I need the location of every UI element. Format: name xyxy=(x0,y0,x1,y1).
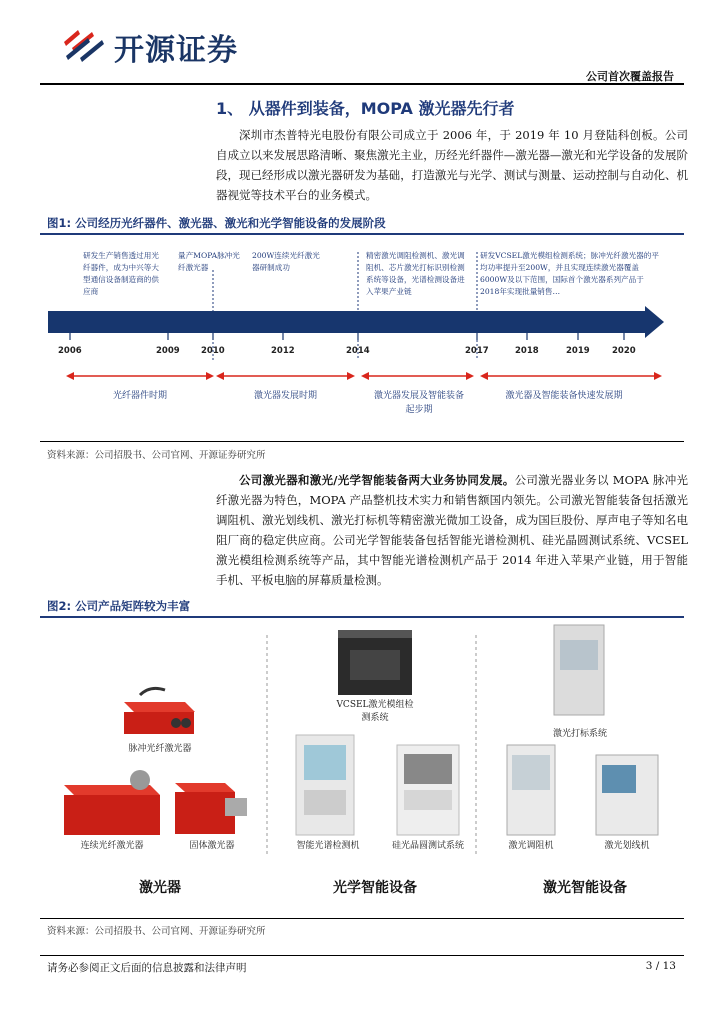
figure2-bottom-rule xyxy=(40,918,684,919)
vcsel-system-image xyxy=(338,630,412,695)
caption-trimming: 激光调阻机 xyxy=(508,841,554,851)
category-lasers: 激光器 xyxy=(139,880,181,896)
year-2010: 2010 xyxy=(201,346,225,356)
year-2012: 2012 xyxy=(271,346,295,356)
footer-disclaimer: 请务必参阅正文后面的信息披露和法律声明 xyxy=(47,962,247,974)
cw-laser-image xyxy=(64,770,160,835)
section-title: 1、 从器件到装备，MOPA 激光器先行者 xyxy=(216,99,515,118)
scribing-machine-image xyxy=(596,755,658,835)
phase-3: 激光器发展及智能装备起步期 xyxy=(374,391,465,415)
year-2009: 2009 xyxy=(156,346,180,356)
intro-paragraph: 深圳市杰普特光电股份有限公司成立于 2006 年，于 2019 年 10 月登陆科创板。公司自成立以来发展思路清晰、聚焦激光主业，历经光纤器件—激光器—激光和光学设备的发展阶段，现已经形成以激光器研发为基础，打造激光与光学、测试与测量、运动控制与自动化、机器视觉等技术平台的业务模式。 xyxy=(216,128,688,202)
year-2019: 2019 xyxy=(566,346,590,356)
footer-rule xyxy=(40,955,684,956)
caption-cw-laser: 连续光纤激光器 xyxy=(80,841,144,851)
header-rule xyxy=(40,83,684,85)
year-2014: 2014 xyxy=(346,346,370,356)
timeline-note-2012: 200W连续光纤激光器研制成功 xyxy=(252,251,320,272)
figure1-rule xyxy=(40,233,684,235)
year-2020: 2020 xyxy=(612,346,636,356)
timeline-note-2006: 研发生产销售透过用光纤器件，成为中兴等大型通信设备制造商的供应商 xyxy=(83,251,159,296)
caption-marking: 激光打标系统 xyxy=(552,729,607,739)
timeline-arrow xyxy=(48,306,664,338)
wafer-tester-image xyxy=(397,745,459,835)
year-2018: 2018 xyxy=(515,346,539,356)
figure1-title: 图1: 公司经历光纤器件、激光器、激光和光学智能设备的发展阶段 xyxy=(47,216,386,230)
year-2017: 2017 xyxy=(465,346,489,356)
pulse-laser-image xyxy=(124,688,195,734)
category-laser-smart: 激光智能设备 xyxy=(543,880,627,896)
figure2-rule xyxy=(40,616,684,618)
figure2-title: 图2: 公司产品矩阵较为丰富 xyxy=(47,599,191,613)
timeline-note-2009: 量产MOPA脉冲光纤激光器 xyxy=(178,251,240,272)
timeline-chart xyxy=(0,240,724,440)
timeline-note-2014: 精密激光调阻检测机、激光调阻机、芯片激光打标识别检测系统等设备，光谱检测设备进入苹果产业链 xyxy=(366,251,465,296)
caption-vcsel: VCSEL激光模组检测系统 xyxy=(336,700,414,723)
phase-2: 激光器发展时期 xyxy=(253,391,317,401)
business-body: 公司激光器业务以 MOPA 脉冲光纤激光器为特色，MOPA 产品整机技术实力和销售额国内领先。公司激光智能装备包括激光调阻机、激光划线机、激光打标机等精密激光微加工设备，成为国巨股份、厚声电子等知名电阻厂商的稳定供应商。公司光学智能装备包括智能光谱检测机、硅光晶圆测试系统、VCSEL 激光模组检测系统等产品，其中智能光谱检测机产品于 2014 年进入苹果产业链，用于智能手机、平板电脑的屏幕质量检测。 xyxy=(216,473,688,587)
business-lead: 公司激光器和激光/光学智能装备两大业务协同发展。 xyxy=(239,473,515,487)
caption-spectrum: 智能光谱检测机 xyxy=(296,841,360,851)
caption-solid-laser: 固体激光器 xyxy=(189,841,235,851)
timeline-note-2017: 研发VCSEL激光模组检测系统；脉冲光纤激光器的平均功率提升至200W，并且实现连续激光器覆盖6000W及以下范围，国际首个激光器系列产品于2018年实现批量销售… xyxy=(480,251,659,296)
phase-4: 激光器及智能装备快速发展期 xyxy=(505,391,623,401)
figure1-bottom-rule xyxy=(40,441,684,442)
logo xyxy=(58,22,268,68)
page-number: 3 / 13 xyxy=(645,960,676,972)
caption-scribing: 激光划线机 xyxy=(604,841,650,851)
business-paragraph xyxy=(216,470,688,590)
logo-mark-icon xyxy=(58,22,108,64)
figure2-source: 资料来源：公司招股书、公司官网、开源证券研究所 xyxy=(47,926,266,937)
spectrum-machine-image xyxy=(296,735,354,835)
caption-pulse-laser: 脉冲光纤激光器 xyxy=(128,744,192,754)
category-optical: 光学智能设备 xyxy=(333,880,417,896)
solid-laser-image xyxy=(175,783,247,834)
report-type: 公司首次覆盖报告 xyxy=(586,70,674,83)
year-2006: 2006 xyxy=(58,346,82,356)
marking-system-image xyxy=(554,625,604,715)
trimming-machine-image xyxy=(507,745,555,835)
caption-wafer: 硅光晶圆测试系统 xyxy=(391,841,464,851)
logo-text: 开源证券 xyxy=(114,33,238,68)
figure1-source: 资料来源：公司招股书、公司官网、开源证券研究所 xyxy=(47,450,266,461)
phase-1: 光纤器件时期 xyxy=(112,391,167,401)
